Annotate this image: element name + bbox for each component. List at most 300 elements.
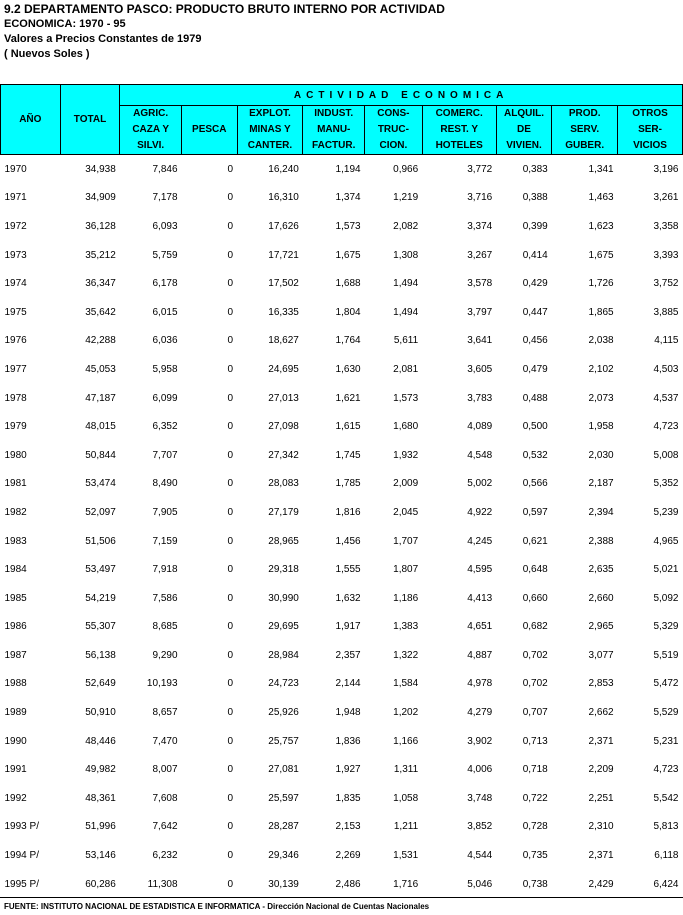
value-cell: 52,097 bbox=[85, 506, 116, 518]
table-row bbox=[1, 755, 683, 784]
value-cell: 8,007 bbox=[152, 764, 178, 776]
value-cell: 0 bbox=[227, 421, 234, 433]
value-cell: 1,573 bbox=[335, 220, 361, 232]
table-row bbox=[1, 641, 683, 670]
value-cell: 1,383 bbox=[393, 621, 419, 633]
value-cell: 2,429 bbox=[588, 878, 614, 890]
value-cell: 28,287 bbox=[268, 821, 299, 833]
value-cell: 27,013 bbox=[268, 392, 299, 404]
value-cell: 2,357 bbox=[335, 649, 361, 661]
value-cell: 5,529 bbox=[653, 707, 679, 719]
header-col-line: SERV. bbox=[570, 124, 600, 135]
currency-unit: ( Nuevos Soles ) bbox=[4, 48, 90, 60]
value-cell: 0 bbox=[227, 735, 234, 747]
value-cell: 28,083 bbox=[268, 478, 299, 490]
table-row bbox=[1, 355, 683, 384]
source-note: FUENTE: INSTITUTO NACIONAL DE ESTADISTICA E INFORMATICA - Dirección Nacional de Cuentas Nacionales bbox=[4, 902, 430, 911]
value-cell: 2,853 bbox=[588, 678, 614, 690]
year-cell: 1971 bbox=[4, 192, 27, 204]
value-cell: 16,310 bbox=[268, 192, 299, 204]
table-row bbox=[1, 698, 683, 727]
value-cell: 0,456 bbox=[522, 335, 548, 347]
table-row bbox=[1, 498, 683, 527]
value-cell: 24,723 bbox=[268, 678, 299, 690]
value-cell: 6,118 bbox=[654, 850, 679, 862]
table-subtitle: ECONOMICA: 1970 - 95 bbox=[4, 18, 126, 30]
value-cell: 8,657 bbox=[152, 707, 178, 719]
value-cell: 4,279 bbox=[467, 707, 493, 719]
value-cell: 0 bbox=[227, 707, 234, 719]
year-cell: 1995 P/ bbox=[4, 878, 39, 890]
value-cell: 0,429 bbox=[522, 278, 548, 290]
value-cell: 3,772 bbox=[467, 163, 493, 175]
value-cell: 17,502 bbox=[268, 278, 299, 290]
value-cell: 34,909 bbox=[85, 192, 116, 204]
value-cell: 29,318 bbox=[268, 564, 299, 576]
header-activity-col bbox=[237, 106, 303, 155]
header-year: AÑO bbox=[1, 85, 61, 155]
value-cell: 0,682 bbox=[522, 621, 548, 633]
value-cell: 0 bbox=[227, 592, 234, 604]
table-row bbox=[1, 184, 683, 213]
value-cell: 48,361 bbox=[85, 792, 116, 804]
value-cell: 2,030 bbox=[588, 449, 614, 461]
year-cell: 1983 bbox=[4, 535, 27, 547]
value-cell: 0 bbox=[227, 363, 234, 375]
value-cell: 2,269 bbox=[335, 850, 361, 862]
value-cell: 55,307 bbox=[85, 621, 116, 633]
header-activity-band: ACTIVIDAD ECONOMICA bbox=[120, 85, 683, 106]
value-basis: Valores a Precios Constantes de 1979 bbox=[4, 33, 202, 45]
value-cell: 0,500 bbox=[522, 421, 548, 433]
value-cell: 1,615 bbox=[335, 421, 361, 433]
header-activity-col bbox=[422, 106, 496, 155]
value-cell: 53,497 bbox=[85, 564, 116, 576]
value-cell: 2,038 bbox=[588, 335, 614, 347]
value-cell: 17,626 bbox=[268, 220, 299, 232]
value-cell: 4,503 bbox=[653, 363, 679, 375]
value-cell: 28,965 bbox=[268, 535, 299, 547]
value-cell: 29,695 bbox=[268, 621, 299, 633]
value-cell: 1,584 bbox=[393, 678, 419, 690]
value-cell: 51,506 bbox=[85, 535, 116, 547]
value-cell: 25,597 bbox=[268, 792, 299, 804]
table-row bbox=[1, 727, 683, 756]
value-cell: 2,082 bbox=[393, 220, 419, 232]
value-cell: 1,311 bbox=[393, 764, 419, 776]
year-cell: 1993 P/ bbox=[4, 821, 39, 833]
header-col-line: COMERC. bbox=[435, 108, 483, 119]
value-cell: 4,723 bbox=[653, 764, 679, 776]
value-cell: 4,006 bbox=[467, 764, 493, 776]
value-cell: 5,329 bbox=[653, 621, 679, 633]
value-cell: 4,544 bbox=[467, 850, 493, 862]
value-cell: 10,193 bbox=[146, 678, 178, 690]
year-cell: 1991 bbox=[4, 764, 27, 776]
value-cell: 29,346 bbox=[268, 850, 299, 862]
value-cell: 34,938 bbox=[85, 163, 116, 175]
value-cell: 1,707 bbox=[393, 535, 419, 547]
value-cell: 0,728 bbox=[522, 821, 548, 833]
table-title: 9.2 DEPARTAMENTO PASCO: PRODUCTO BRUTO INTERNO POR ACTIVIDAD bbox=[4, 2, 445, 16]
value-cell: 6,036 bbox=[152, 335, 178, 347]
value-cell: 16,335 bbox=[268, 306, 299, 318]
value-cell: 0 bbox=[227, 506, 234, 518]
value-cell: 1,463 bbox=[588, 192, 614, 204]
value-cell: 2,081 bbox=[393, 363, 419, 375]
value-cell: 1,456 bbox=[335, 535, 361, 547]
value-cell: 11,308 bbox=[147, 878, 178, 890]
table-row bbox=[1, 298, 683, 327]
year-cell: 1986 bbox=[4, 621, 27, 633]
value-cell: 4,965 bbox=[653, 535, 679, 547]
table-row bbox=[1, 327, 683, 356]
value-cell: 0,414 bbox=[522, 249, 548, 261]
value-cell: 0 bbox=[227, 278, 234, 290]
value-cell: 0 bbox=[227, 335, 234, 347]
value-cell: 0 bbox=[227, 249, 234, 261]
value-cell: 49,982 bbox=[85, 764, 116, 776]
gdp-table bbox=[0, 84, 683, 898]
value-cell: 0 bbox=[227, 392, 234, 404]
header-activity-col bbox=[552, 106, 618, 155]
value-cell: 3,196 bbox=[653, 163, 679, 175]
table-row bbox=[1, 155, 683, 184]
value-cell: 3,783 bbox=[467, 392, 493, 404]
value-cell: 2,965 bbox=[588, 621, 614, 633]
value-cell: 1,494 bbox=[393, 278, 419, 290]
value-cell: 0,660 bbox=[522, 592, 548, 604]
value-cell: 0,648 bbox=[522, 564, 548, 576]
value-cell: 17,721 bbox=[268, 249, 299, 261]
value-cell: 7,586 bbox=[152, 592, 178, 604]
table-row bbox=[1, 784, 683, 813]
value-cell: 1,219 bbox=[393, 192, 419, 204]
value-cell: 3,261 bbox=[653, 192, 679, 204]
table-row bbox=[1, 584, 683, 613]
value-cell: 48,015 bbox=[85, 421, 116, 433]
year-cell: 1985 bbox=[4, 592, 27, 604]
table-row bbox=[1, 412, 683, 441]
value-cell: 0,722 bbox=[522, 792, 548, 804]
value-cell: 1,804 bbox=[335, 306, 361, 318]
value-cell: 4,245 bbox=[467, 535, 493, 547]
value-cell: 2,009 bbox=[393, 478, 419, 490]
table-row bbox=[1, 813, 683, 842]
header-col-line: CONS- bbox=[377, 108, 410, 119]
header-col-line: VIVIEN. bbox=[506, 140, 542, 151]
year-cell: 1977 bbox=[4, 363, 27, 375]
table-row bbox=[1, 269, 683, 298]
value-cell: 2,310 bbox=[588, 821, 614, 833]
header-col-line: CANTER. bbox=[247, 140, 293, 151]
value-cell: 0,399 bbox=[522, 220, 548, 232]
value-cell: 1,932 bbox=[393, 449, 419, 461]
header-col-line: ALQUIL. bbox=[503, 108, 544, 119]
value-cell: 1,764 bbox=[335, 335, 361, 347]
header-activity-col bbox=[120, 106, 182, 155]
value-cell: 0 bbox=[227, 850, 234, 862]
header-col-line: OTROS bbox=[632, 108, 668, 119]
header-col-line: MANU- bbox=[317, 124, 351, 135]
value-cell: 2,635 bbox=[588, 564, 614, 576]
value-cell: 3,852 bbox=[467, 821, 493, 833]
year-cell: 1994 P/ bbox=[4, 850, 39, 862]
value-cell: 0 bbox=[227, 192, 234, 204]
value-cell: 0 bbox=[227, 678, 234, 690]
header-total: TOTAL bbox=[60, 85, 120, 155]
value-cell: 1,573 bbox=[393, 392, 419, 404]
value-cell: 3,605 bbox=[467, 363, 493, 375]
value-cell: 6,093 bbox=[152, 220, 178, 232]
value-cell: 7,905 bbox=[152, 506, 178, 518]
header-activity-col bbox=[303, 106, 365, 155]
value-cell: 0,479 bbox=[522, 363, 548, 375]
header-col-line: SILVI. bbox=[137, 140, 165, 151]
value-cell: 3,267 bbox=[467, 249, 493, 261]
value-cell: 0 bbox=[227, 478, 234, 490]
value-cell: 0 bbox=[227, 564, 234, 576]
value-cell: 27,342 bbox=[268, 449, 299, 461]
value-cell: 1,948 bbox=[335, 707, 361, 719]
value-cell: 2,371 bbox=[588, 850, 614, 862]
value-cell: 7,178 bbox=[152, 192, 178, 204]
value-cell: 5,008 bbox=[653, 449, 679, 461]
value-cell: 0 bbox=[227, 649, 234, 661]
header-col-line: INDUST. bbox=[314, 108, 354, 119]
year-cell: 1970 bbox=[4, 163, 27, 175]
value-cell: 2,660 bbox=[588, 592, 614, 604]
table-body bbox=[1, 155, 683, 899]
value-cell: 1,341 bbox=[588, 163, 614, 175]
table-row bbox=[1, 241, 683, 270]
value-cell: 0 bbox=[227, 449, 234, 461]
value-cell: 0,383 bbox=[522, 163, 548, 175]
value-cell: 25,757 bbox=[268, 735, 299, 747]
value-cell: 4,537 bbox=[653, 392, 679, 404]
header-col-line: DE bbox=[517, 124, 531, 135]
header-col-line: PESCA bbox=[192, 124, 227, 135]
value-cell: 4,548 bbox=[467, 449, 493, 461]
year-cell: 1990 bbox=[4, 735, 27, 747]
value-cell: 1,716 bbox=[393, 878, 419, 890]
value-cell: 1,058 bbox=[393, 792, 419, 804]
header-col-line: EXPLOT. bbox=[249, 108, 291, 119]
value-cell: 2,662 bbox=[588, 707, 614, 719]
header-activity-col bbox=[182, 106, 238, 155]
value-cell: 3,902 bbox=[467, 735, 493, 747]
value-cell: 3,578 bbox=[467, 278, 493, 290]
value-cell: 0,488 bbox=[522, 392, 548, 404]
value-cell: 1,621 bbox=[335, 392, 361, 404]
value-cell: 2,209 bbox=[588, 764, 614, 776]
value-cell: 1,308 bbox=[393, 249, 419, 261]
header-col-line: HOTELES bbox=[435, 140, 483, 151]
value-cell: 0 bbox=[227, 306, 234, 318]
header-col-line: REST. Y bbox=[440, 124, 478, 135]
value-cell: 7,918 bbox=[152, 564, 178, 576]
value-cell: 0,707 bbox=[522, 707, 548, 719]
value-cell: 7,846 bbox=[152, 163, 178, 175]
value-cell: 25,926 bbox=[268, 707, 299, 719]
year-cell: 1981 bbox=[4, 478, 27, 490]
header-col-line: TRUC- bbox=[377, 124, 409, 135]
value-cell: 6,352 bbox=[152, 421, 178, 433]
value-cell: 1,494 bbox=[393, 306, 419, 318]
value-cell: 1,675 bbox=[588, 249, 614, 261]
value-cell: 1,927 bbox=[335, 764, 361, 776]
value-cell: 35,212 bbox=[85, 249, 116, 261]
value-cell: 1,816 bbox=[335, 506, 361, 518]
value-cell: 1,745 bbox=[335, 449, 361, 461]
value-cell: 5,611 bbox=[393, 335, 419, 347]
value-cell: 0 bbox=[227, 220, 234, 232]
value-cell: 5,002 bbox=[467, 478, 493, 490]
header-col-line: GUBER. bbox=[565, 140, 605, 151]
header-col-line: PROD. bbox=[568, 108, 601, 119]
value-cell: 48,446 bbox=[85, 735, 116, 747]
value-cell: 1,211 bbox=[393, 821, 419, 833]
value-cell: 1,186 bbox=[393, 592, 419, 604]
year-cell: 1972 bbox=[4, 220, 27, 232]
value-cell: 1,632 bbox=[335, 592, 361, 604]
value-cell: 3,077 bbox=[588, 649, 614, 661]
value-cell: 2,486 bbox=[335, 878, 361, 890]
value-cell: 4,595 bbox=[467, 564, 493, 576]
value-cell: 3,752 bbox=[653, 278, 679, 290]
table-row bbox=[1, 384, 683, 413]
value-cell: 1,675 bbox=[335, 249, 361, 261]
value-cell: 1,194 bbox=[335, 163, 361, 175]
value-cell: 53,146 bbox=[85, 850, 116, 862]
value-cell: 0,388 bbox=[522, 192, 548, 204]
value-cell: 4,651 bbox=[467, 621, 493, 633]
value-cell: 7,642 bbox=[152, 821, 178, 833]
value-cell: 4,413 bbox=[467, 592, 493, 604]
value-cell: 6,424 bbox=[653, 878, 679, 890]
value-cell: 1,555 bbox=[335, 564, 361, 576]
year-cell: 1975 bbox=[4, 306, 27, 318]
value-cell: 0 bbox=[227, 821, 234, 833]
value-cell: 7,470 bbox=[152, 735, 178, 747]
value-cell: 4,922 bbox=[467, 506, 493, 518]
value-cell: 36,347 bbox=[85, 278, 116, 290]
value-cell: 28,984 bbox=[268, 649, 299, 661]
value-cell: 2,371 bbox=[588, 735, 614, 747]
value-cell: 6,099 bbox=[152, 392, 178, 404]
value-cell: 56,138 bbox=[85, 649, 116, 661]
value-cell: 50,910 bbox=[85, 707, 116, 719]
value-cell: 5,352 bbox=[653, 478, 679, 490]
value-cell: 1,680 bbox=[393, 421, 419, 433]
header-col-line: MINAS Y bbox=[249, 124, 291, 135]
value-cell: 5,759 bbox=[152, 249, 178, 261]
value-cell: 0 bbox=[227, 163, 234, 175]
value-cell: 4,115 bbox=[654, 335, 679, 347]
value-cell: 4,978 bbox=[467, 678, 493, 690]
value-cell: 1,726 bbox=[588, 278, 614, 290]
value-cell: 0,713 bbox=[522, 735, 548, 747]
value-cell: 7,608 bbox=[152, 792, 178, 804]
value-cell: 0,702 bbox=[522, 649, 548, 661]
value-cell: 0,735 bbox=[522, 850, 548, 862]
value-cell: 4,089 bbox=[467, 421, 493, 433]
year-cell: 1973 bbox=[4, 249, 27, 261]
value-cell: 3,716 bbox=[467, 192, 493, 204]
value-cell: 0,966 bbox=[393, 163, 419, 175]
year-cell: 1974 bbox=[4, 278, 27, 290]
value-cell: 3,748 bbox=[467, 792, 493, 804]
value-cell: 0 bbox=[227, 535, 234, 547]
value-cell: 36,128 bbox=[85, 220, 116, 232]
table-row bbox=[1, 841, 683, 870]
year-cell: 1984 bbox=[4, 564, 27, 576]
value-cell: 8,685 bbox=[152, 621, 178, 633]
value-cell: 1,623 bbox=[588, 220, 614, 232]
value-cell: 0,566 bbox=[522, 478, 548, 490]
year-cell: 1982 bbox=[4, 506, 27, 518]
value-cell: 0 bbox=[227, 764, 234, 776]
year-cell: 1978 bbox=[4, 392, 27, 404]
value-cell: 0,447 bbox=[522, 306, 548, 318]
value-cell: 5,519 bbox=[653, 649, 679, 661]
header-col-line: CAZA Y bbox=[132, 124, 169, 135]
value-cell: 5,046 bbox=[467, 878, 493, 890]
value-cell: 1,836 bbox=[335, 735, 361, 747]
value-cell: 1,166 bbox=[393, 735, 419, 747]
table-row bbox=[1, 670, 683, 699]
value-cell: 3,797 bbox=[467, 306, 493, 318]
value-cell: 5,813 bbox=[653, 821, 679, 833]
value-cell: 47,187 bbox=[85, 392, 116, 404]
header-activity-col bbox=[618, 106, 683, 155]
value-cell: 60,286 bbox=[85, 878, 116, 890]
value-cell: 7,159 bbox=[152, 535, 178, 547]
value-cell: 3,885 bbox=[653, 306, 679, 318]
value-cell: 0 bbox=[227, 621, 234, 633]
table-row bbox=[1, 470, 683, 499]
value-cell: 6,232 bbox=[152, 850, 178, 862]
value-cell: 5,092 bbox=[653, 592, 679, 604]
value-cell: 0 bbox=[227, 792, 234, 804]
value-cell: 2,187 bbox=[588, 478, 614, 490]
value-cell: 5,021 bbox=[653, 564, 679, 576]
value-cell: 1,688 bbox=[335, 278, 361, 290]
value-cell: 0,738 bbox=[522, 878, 548, 890]
value-cell: 2,394 bbox=[588, 506, 614, 518]
value-cell: 2,102 bbox=[588, 363, 614, 375]
value-cell: 5,239 bbox=[653, 506, 679, 518]
year-cell: 1992 bbox=[4, 792, 27, 804]
value-cell: 1,835 bbox=[335, 792, 361, 804]
table-header bbox=[1, 85, 683, 155]
value-cell: 2,144 bbox=[335, 678, 361, 690]
value-cell: 2,388 bbox=[588, 535, 614, 547]
value-cell: 51,996 bbox=[85, 821, 116, 833]
table-row bbox=[1, 527, 683, 556]
value-cell: 27,081 bbox=[268, 764, 299, 776]
table-row bbox=[1, 555, 683, 584]
header-col-line: CION. bbox=[379, 140, 408, 151]
header-col-line: VICIOS bbox=[633, 140, 667, 151]
value-cell: 1,958 bbox=[588, 421, 614, 433]
value-cell: 54,219 bbox=[85, 592, 116, 604]
value-cell: 1,917 bbox=[335, 621, 361, 633]
value-cell: 2,153 bbox=[335, 821, 361, 833]
value-cell: 0,532 bbox=[522, 449, 548, 461]
value-cell: 3,374 bbox=[467, 220, 493, 232]
value-cell: 7,707 bbox=[152, 449, 178, 461]
